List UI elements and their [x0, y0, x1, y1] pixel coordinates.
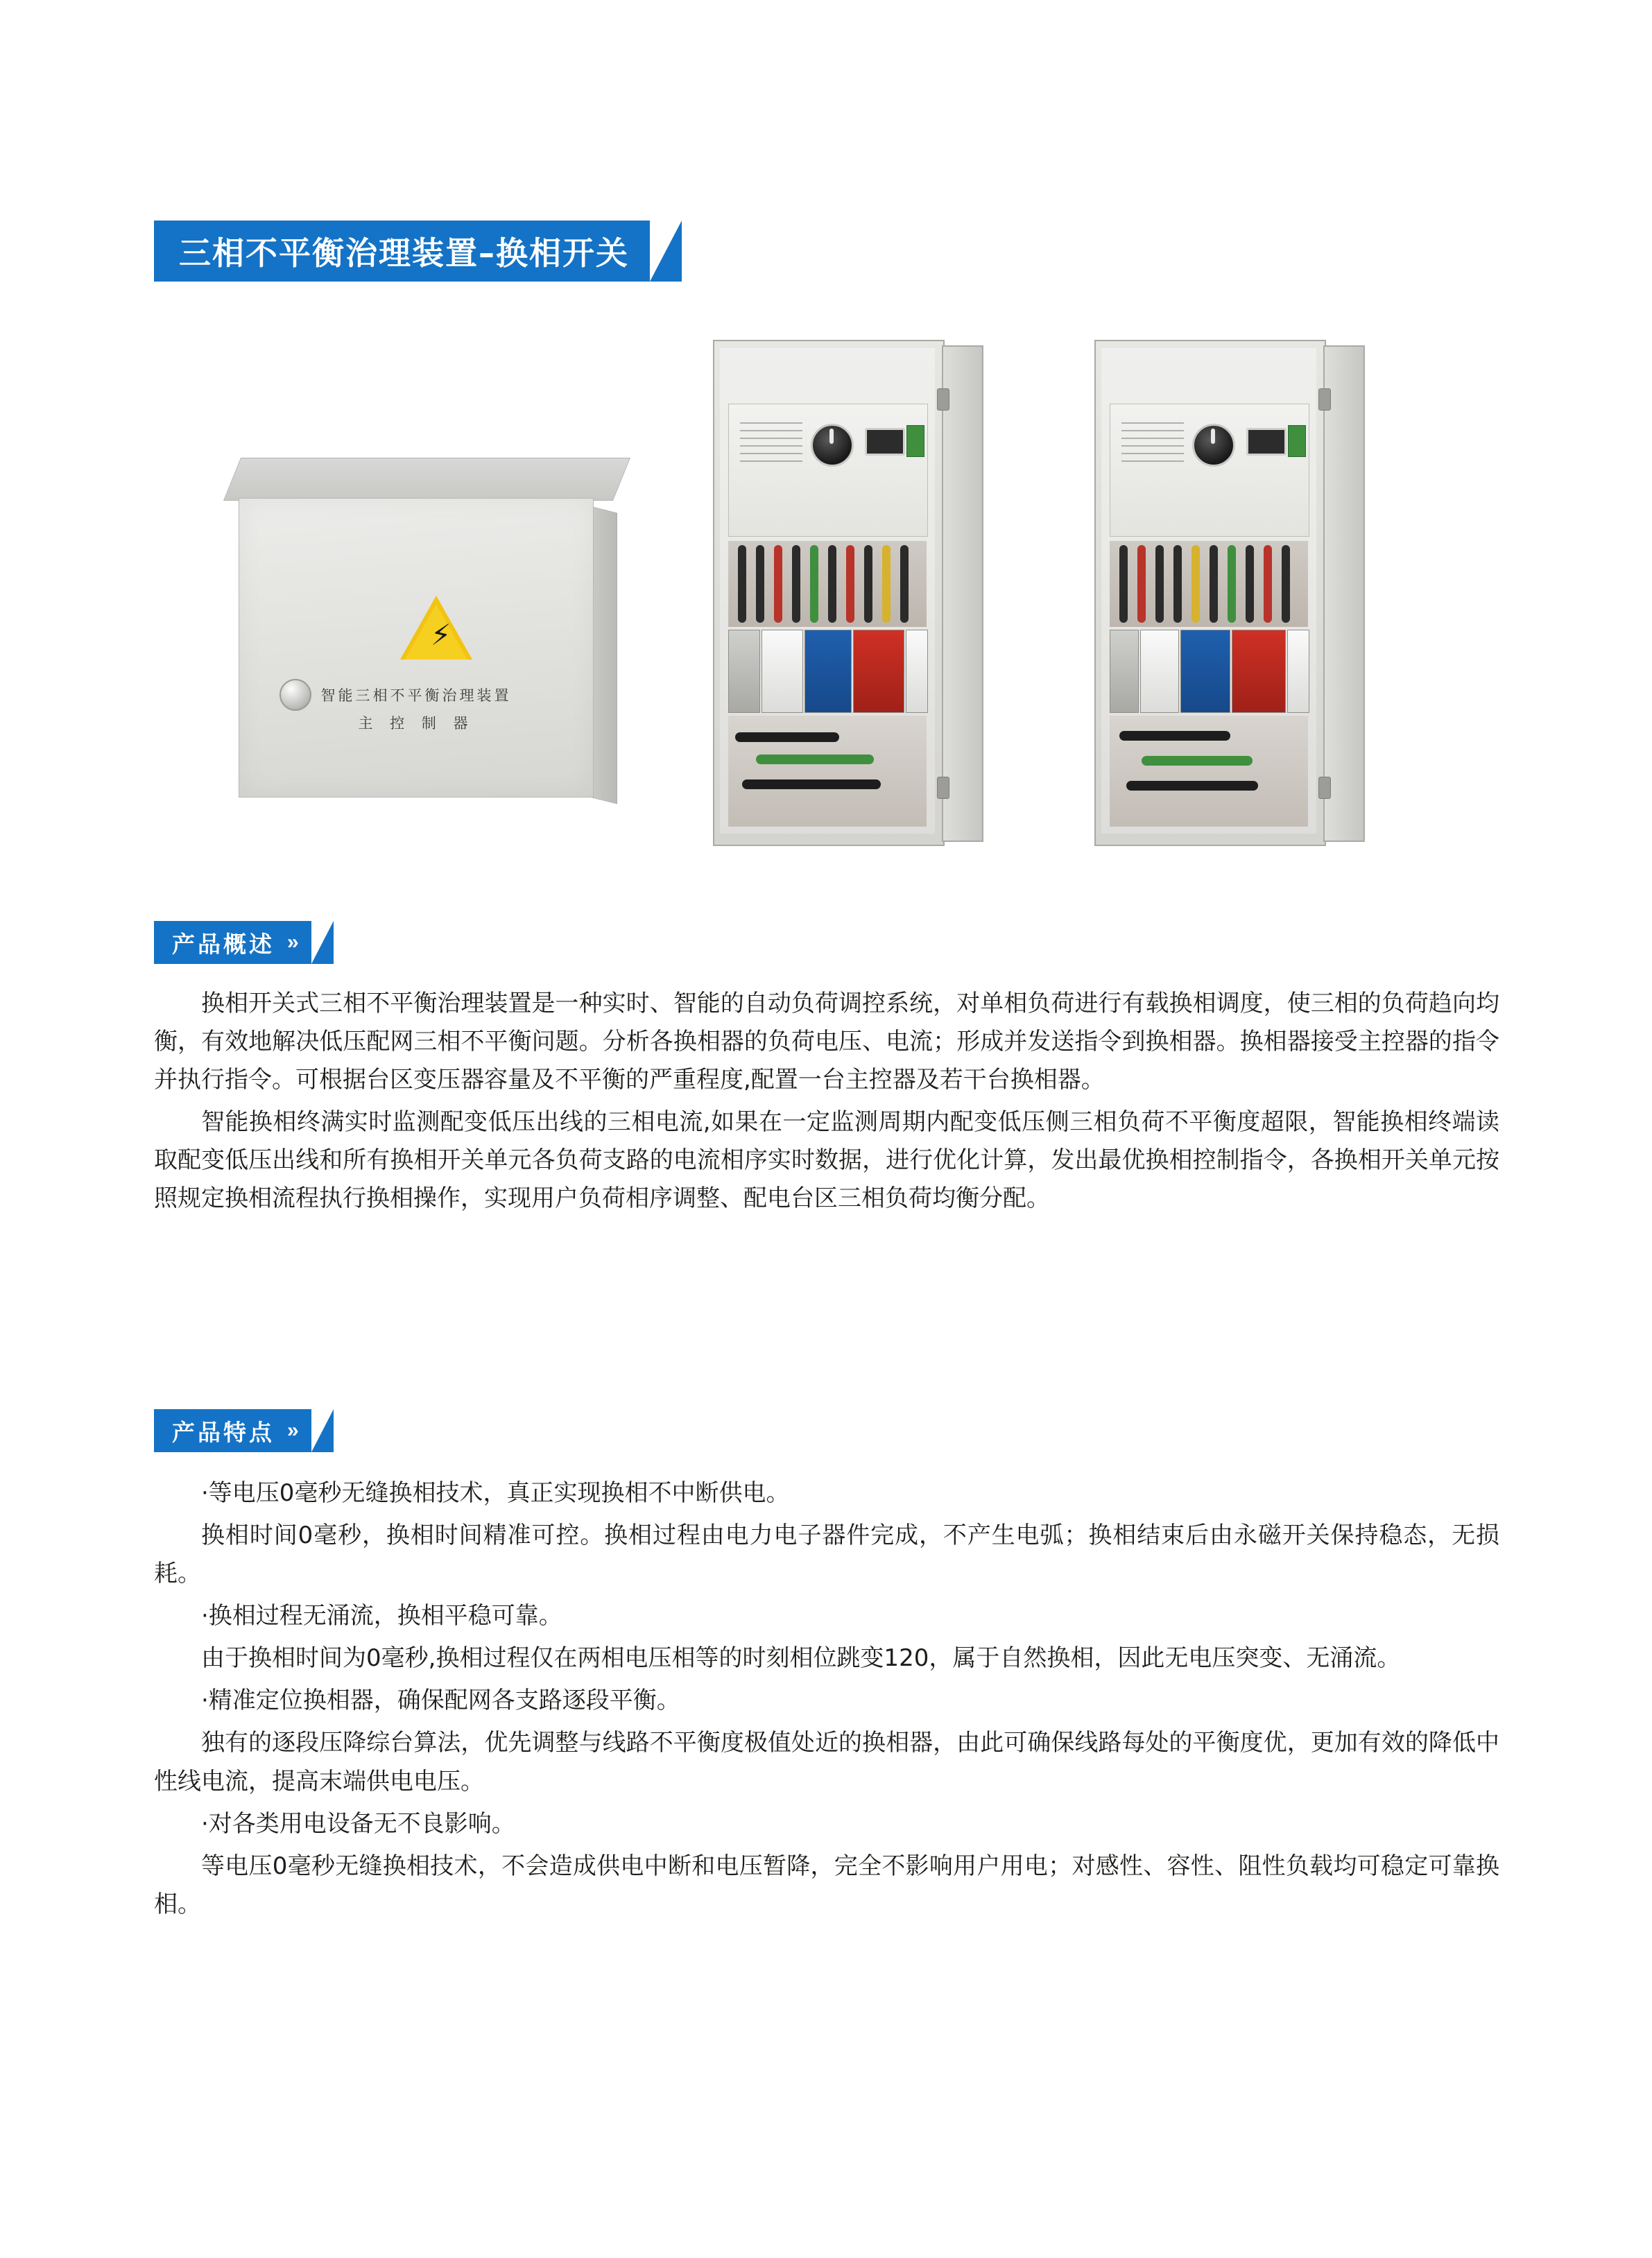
paragraph: 独有的逐段压降综台算法，优先调整与线路不平衡度极值处近的换相器，由此可确保线路每处的平衡度优，更加有效的降低中性线电流，提高末端供电电压。 — [154, 1729, 1499, 1795]
green-terminal-block-2 — [1288, 425, 1306, 457]
wiring-bay-1 — [728, 541, 927, 627]
green-terminal-block-1 — [906, 425, 924, 457]
lightning-bolt-icon: ⚡ — [431, 619, 451, 651]
paragraph: ·等电压0毫秒无缝换相技术，真正实现换相不中断供电。 — [201, 1479, 790, 1507]
open-cabinet-door-2 — [1323, 345, 1365, 842]
page-title: 三相不平衡治理装置–换相开关 — [179, 234, 629, 272]
wiring-bay-2 — [1110, 541, 1308, 627]
section-header-features-tail — [311, 1409, 334, 1452]
section-header-overview-label: 产品概述 — [172, 930, 275, 958]
cable-base-2 — [1110, 716, 1308, 827]
paragraph: 由于换相时间为0毫秒,换相过程仅在两相电压相等的时刻相位跳变120，属于自然换相，因此无电压突变、无涌流。 — [201, 1644, 1401, 1673]
paragraph: ·精准定位换相器，确保配网各支路逐段平衡。 — [201, 1687, 680, 1715]
product-photo-open-cabinet-2 — [1069, 340, 1368, 846]
paragraph: 换相时间0毫秒，换相时间精准可控。换相过程由电力电子器件完成，不产生电弧；换相结束后由永磁开关保持稳态，无损耗。 — [154, 1522, 1499, 1588]
paragraph: ·换相过程无涌流，换相平稳可靠。 — [201, 1602, 562, 1630]
section-header-overview-tail — [311, 921, 334, 964]
product-photo-closed-cabinet — [223, 458, 619, 804]
title-banner-tail — [650, 221, 682, 282]
cabinet-label-line-2: 主 控 制 器 — [358, 715, 474, 732]
paragraph: ·对各类用电设备无不良影响。 — [201, 1809, 515, 1838]
section-header-overview — [154, 921, 334, 964]
paragraph: 智能换相终满实时监测配变低压出线的三相电流,如果在一定监测周期内配变低压侧三相负荷不平衡度超限，智能换相终端读取配变低压出线和所有换相开关单元各负荷支路的电流相序实时数据，进行优化计算，发出最优换相控制指令，各换相开关单元按照规定换相流程执行换相操作，实现用户负荷相序调整、配电台区三相负荷均衡分配。 — [154, 1108, 1499, 1213]
control-panel-1 — [728, 404, 928, 537]
section-body-overview — [154, 985, 1499, 1222]
power-socket-2 — [1246, 428, 1287, 456]
section-header-features-label: 产品特点 — [172, 1418, 275, 1446]
cabinet-front-door — [239, 498, 594, 798]
power-socket-1 — [865, 428, 905, 456]
rotary-selector-knob-2 — [1192, 424, 1235, 467]
cable-base-1 — [728, 716, 927, 827]
cabinet-label-line-1: 智能三相不平衡治理装置 — [320, 687, 512, 704]
cabinet-side-face — [591, 506, 617, 804]
open-cabinet-interior-2 — [1101, 348, 1316, 834]
panel-terminal-markings-2 — [1121, 422, 1184, 465]
page-title-banner — [154, 221, 682, 282]
chevron-right-icon: » — [287, 931, 299, 954]
open-cabinet-interior-1 — [720, 348, 935, 834]
section-header-features-bar — [154, 1409, 311, 1452]
chevron-right-icon: » — [287, 1419, 299, 1442]
panel-terminal-markings-1 — [740, 422, 802, 465]
product-photo-band — [154, 319, 1499, 867]
page-title-bar — [154, 221, 650, 282]
breaker-row-2 — [1110, 630, 1308, 713]
section-header-features — [154, 1409, 334, 1452]
rotary-selector-knob-1 — [811, 424, 854, 467]
product-photo-open-cabinet-1 — [688, 340, 986, 846]
paragraph: 换相开关式三相不平衡治理装置是一种实时、智能的自动负荷调控系统，对单相负荷进行有载换相调度，使三相的负荷趋向均衡，有效地解决低压配网三相不平衡问题。分析各换相器的负荷电压、电流；形成并发送指令到换相器。换相器接受主控器的指令并执行指令。可根据台区变压器容量及不平衡的严重程度,配置一台主控器及若干台换相器。 — [154, 990, 1499, 1094]
cabinet-top-face — [223, 458, 630, 501]
open-cabinet-door-1 — [942, 345, 983, 842]
section-header-overview-bar — [154, 921, 311, 964]
paragraph: 等电压0毫秒无缝换相技术，不会造成供电中断和电压暂降，完全不影响用户用电；对感性、容性、阻性负载均可稳定可靠换相。 — [154, 1852, 1499, 1918]
breaker-row-1 — [728, 630, 927, 713]
section-body-features — [154, 1474, 1499, 1928]
control-panel-2 — [1110, 404, 1309, 537]
